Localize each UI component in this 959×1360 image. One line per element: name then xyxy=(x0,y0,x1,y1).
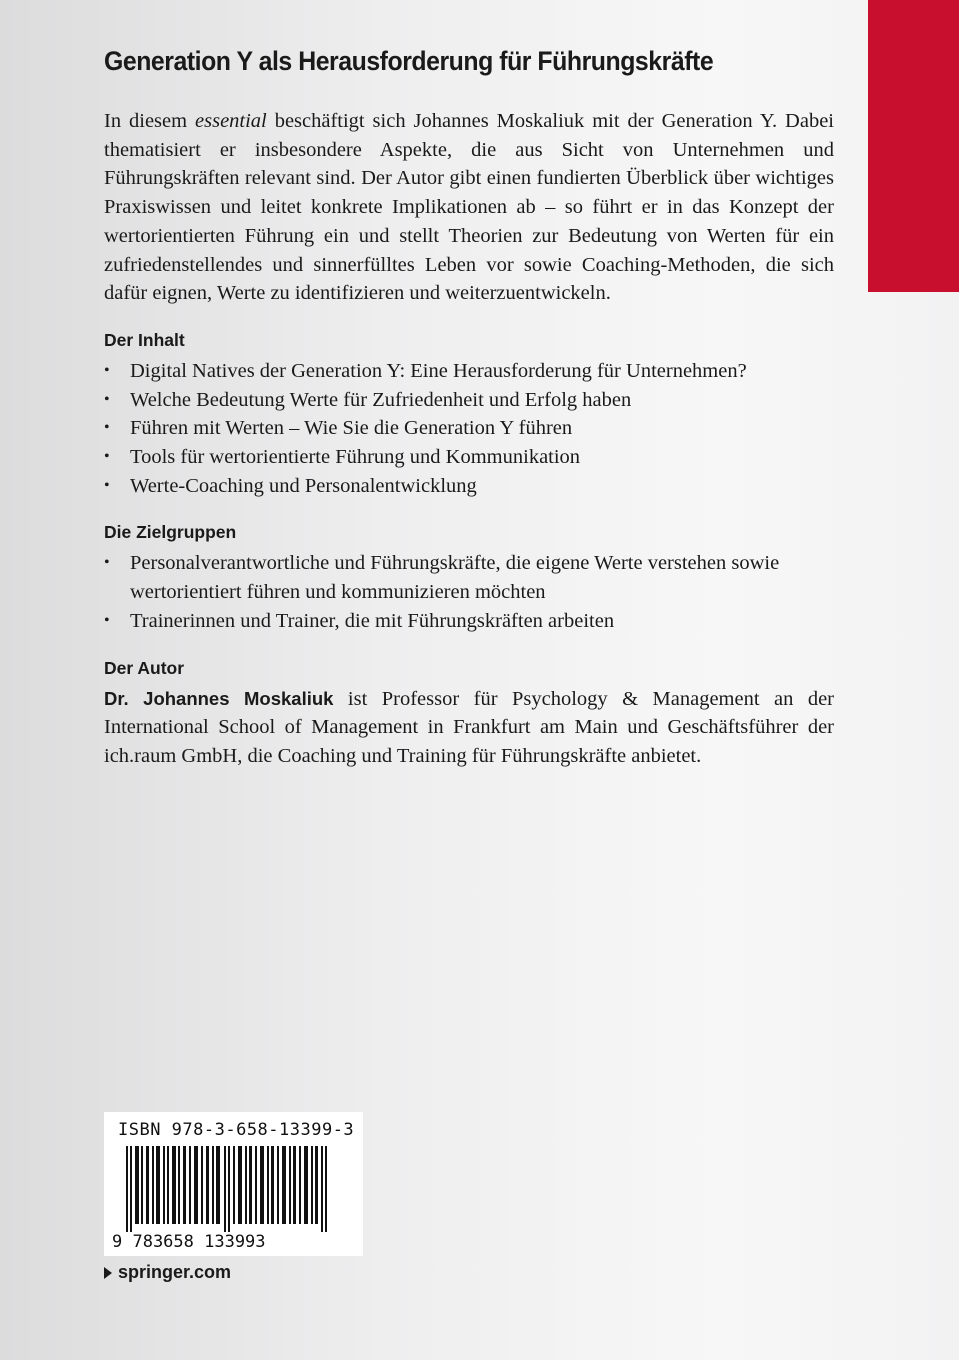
author-paragraph xyxy=(104,685,834,771)
isbn-label: ISBN 978-3-658-13399-3 xyxy=(118,1120,355,1140)
list-item xyxy=(104,549,834,606)
red-accent-tab xyxy=(868,0,959,292)
inhalt-item-5: Werte-Coaching und Personalentwicklung xyxy=(130,474,477,497)
inhalt-item-4: Tools für wertorientierte Führung und Kommunikation xyxy=(130,446,581,469)
section-heading-zielgruppen: Die Zielgruppen xyxy=(104,522,237,543)
list-item xyxy=(104,414,834,443)
list-item xyxy=(104,472,834,501)
intro-paragraph xyxy=(104,107,834,308)
inhalt-list xyxy=(104,357,834,501)
arrow-right-icon xyxy=(104,1267,112,1279)
zielgruppen-item-2: Trainerinnen und Trainer, die mit Führungskräften arbeiten xyxy=(130,609,615,632)
inhalt-item-2: Welche Bedeutung Werte für Zufriedenheit und Erfolg haben xyxy=(130,388,632,411)
zielgruppen-list xyxy=(104,549,834,635)
section-heading-inhalt: Der Inhalt xyxy=(104,329,185,350)
list-item xyxy=(104,386,834,415)
barcode-digits: 9 783658 133993 xyxy=(112,1232,266,1252)
isbn-barcode xyxy=(104,1112,363,1256)
list-item xyxy=(104,443,834,472)
publisher-link[interactable] xyxy=(104,1262,231,1283)
inhalt-item-3: Führen mit Werten – Wie Sie die Generation Y führen xyxy=(130,417,573,440)
list-item xyxy=(104,607,834,636)
barcode-bars xyxy=(118,1146,348,1232)
back-cover-content xyxy=(104,46,834,771)
author-name: Dr. Johannes Moskaliuk xyxy=(104,687,334,709)
section-heading-autor: Der Autor xyxy=(104,657,185,678)
publisher-url: springer.com xyxy=(118,1262,232,1282)
intro-italic-word: essential xyxy=(195,110,267,132)
intro-text-rest: beschäftigt sich Johannes Moskaliuk mit der Generation Y. Dabei thematisiert er insbesondere Aspekte, die aus Sicht von Unternehmen und Führungskräften relevant sind. Der Autor gibt einen fundierten Überblick über wichtiges Praxiswissen und leitet konkrete Implikationen ab – so führt er in das Konzept der wertorientierten Führung ein und stellt Theorien zur Bedeutung von Werten für ein zufriedenstellendes und sinnerfülltes Leben vor sowie Coaching-Methoden, die sich dafür eignen, Werte zu identifizieren und weiterzuentwickeln. xyxy=(104,110,834,305)
author-bio: ist Professor für Psychology & Management an der International School of Management in Frankfurt am Main und Geschäftsführer der ich.raum GmbH, die Coaching und Training für Führungskräfte anbietet. xyxy=(104,687,834,767)
inhalt-item-1: Digital Natives der Generation Y: Eine Herausforderung für Unternehmen? xyxy=(130,359,747,382)
book-title: Generation Y als Herausforderung für Führungskräfte xyxy=(104,46,714,76)
list-item xyxy=(104,357,834,386)
zielgruppen-item-1: Personalverantwortliche und Führungskräfte, die eigene Werte verstehen sowie wertorientiert führen und kommunizieren möchten xyxy=(130,552,780,604)
intro-text-start: In diesem xyxy=(104,110,196,132)
